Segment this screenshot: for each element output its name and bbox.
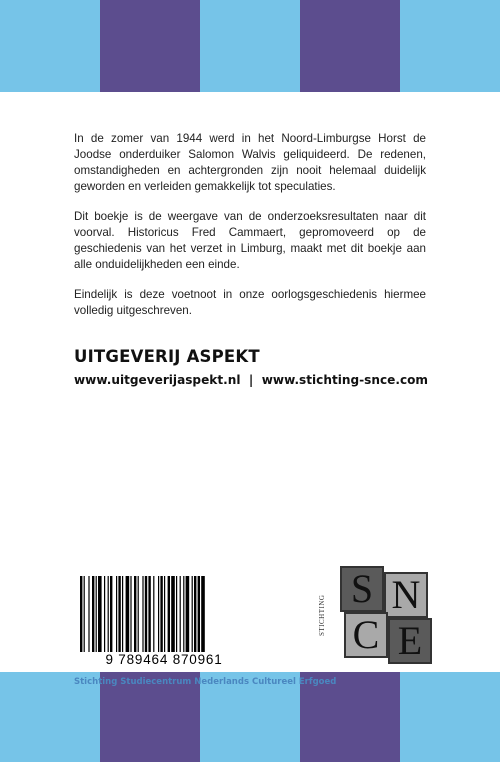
- barcode-bar: [192, 576, 193, 652]
- barcode-bar: [142, 576, 143, 652]
- barcode-bar: [98, 576, 102, 652]
- barcode-bar: [88, 576, 89, 652]
- barcode-bar: [126, 576, 130, 652]
- publisher-name: UITGEVERIJ ASPEKT: [74, 347, 260, 366]
- barcode-bar: [130, 576, 131, 652]
- snce-logo: [318, 550, 428, 672]
- logo-tile-n: N: [384, 572, 428, 618]
- barcode-bar: [96, 576, 97, 652]
- barcode-bar: [183, 576, 184, 652]
- barcode-bar: [171, 576, 175, 652]
- barcode-bar: [160, 576, 162, 652]
- barcode-bar: [148, 576, 150, 652]
- barcode-bar: [104, 576, 105, 652]
- isbn-number: 9 789464 870961: [105, 652, 223, 667]
- barcode-bar: [198, 576, 200, 652]
- logo-tile-c: C: [344, 612, 388, 658]
- logo-tile-e: E: [388, 618, 432, 664]
- barcode: [74, 568, 252, 672]
- back-cover-blurb: [74, 131, 426, 333]
- publisher-websites: www.uitgeverijaspekt.nl | www.stichting-snce.com: [74, 373, 429, 387]
- barcode-bar: [158, 576, 159, 652]
- barcode-bar: [108, 576, 109, 652]
- barcode-bars: [80, 576, 246, 652]
- barcode-bar: [145, 576, 147, 652]
- barcode-bar: [116, 576, 117, 652]
- barcode-bar: [80, 576, 82, 652]
- barcode-bar: [118, 576, 120, 652]
- barcode-bar: [138, 576, 139, 652]
- barcode-bar: [153, 576, 154, 652]
- barcode-bar: [164, 576, 165, 652]
- top-stripe-band: [0, 0, 500, 92]
- barcode-bar: [194, 576, 196, 652]
- blurb-paragraph: In de zomer van 1944 werd in het Noord-Limburgse Horst de Joodse onderduiker Salomon Walvis geliquideerd. De redenen, omstandigheden en achtergronden zijn nooit helemaal duidelijk geworden en verleiden gemakkelijk tot speculaties.: [74, 132, 426, 193]
- barcode-bar: [176, 576, 177, 652]
- barcode-bar: [186, 576, 190, 652]
- barcode-bar: [92, 576, 94, 652]
- barcode-bar: [134, 576, 136, 652]
- barcode-bar: [84, 576, 85, 652]
- barcode-bar: [168, 576, 170, 652]
- barcode-bar: [180, 576, 181, 652]
- blurb-paragraph: Dit boekje is de weergave van de onderzoeksresultaten naar dit voorval. Historicus Fred Cammaert, gepromoveerd op de geschiedenis van het verzet in Limburg, maakt met dit boekje aan alle onduidelijkheden een einde.: [74, 210, 426, 271]
- logo-tile-s: S: [340, 566, 384, 612]
- blurb-paragraph: Eindelijk is deze voetnoot in onze oorlogsgeschiedenis hiermee volledig uitgeschreven.: [74, 288, 426, 317]
- barcode-bar: [110, 576, 112, 652]
- logo-vertical-text: STICHTING: [318, 594, 326, 636]
- barcode-bar: [122, 576, 123, 652]
- barcode-bar: [201, 576, 205, 652]
- foundation-name: Stichting Studiecentrum Nederlands Cultureel Erfgoed: [74, 677, 337, 687]
